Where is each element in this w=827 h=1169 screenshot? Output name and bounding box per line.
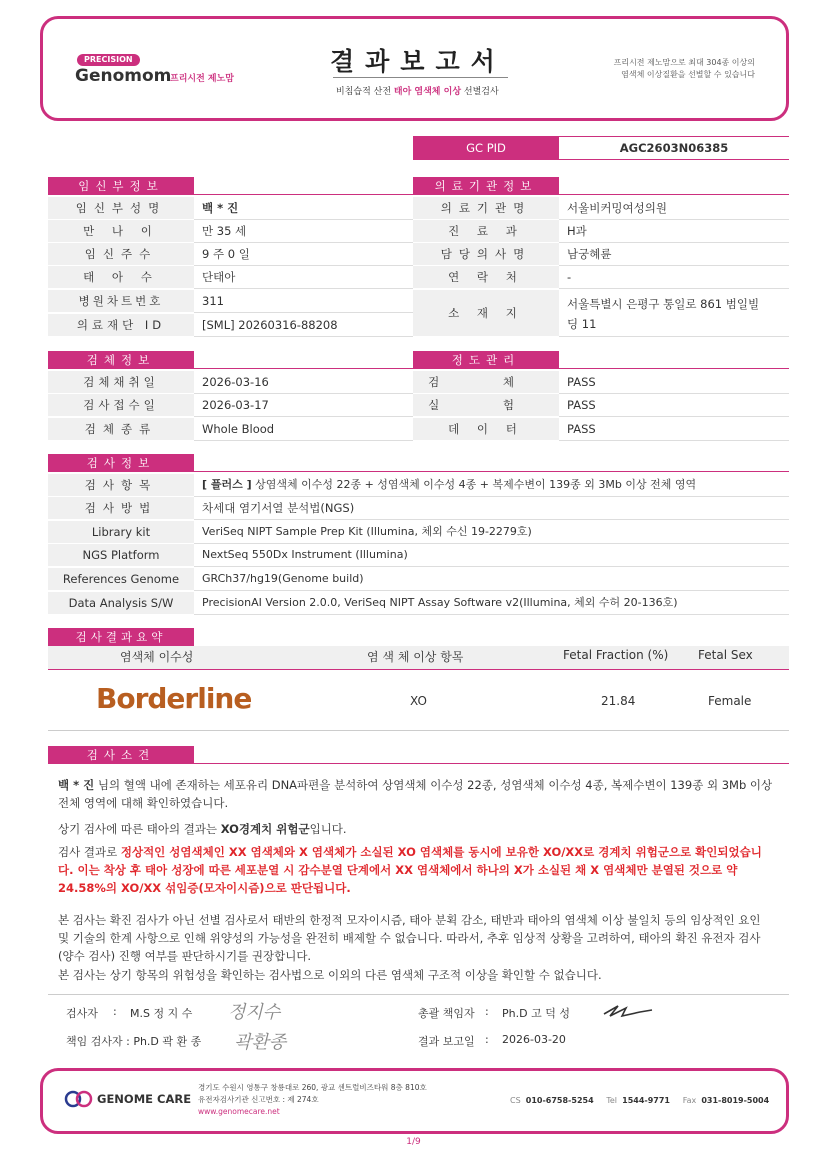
institution-label: 진 료 과 [413, 220, 559, 243]
pregnant-label: 임신부성명 [48, 197, 194, 220]
institution-label: 의료기관명 [413, 197, 559, 220]
fetal-fraction: 21.84 [601, 694, 636, 708]
test-label: 검사방법 [48, 497, 194, 520]
qc-label: 검 체 [413, 371, 559, 394]
pregnant-label: 태 아 수 [48, 266, 194, 289]
collection-date: 2026-03-16 [194, 371, 413, 394]
page-number: 1/9 [406, 1137, 421, 1147]
tester-signature: 정지수 [228, 1002, 281, 1023]
fetus-count: 단태아 [194, 266, 413, 289]
section-line [194, 471, 789, 472]
reference-genome: GRCh37/hg19(Genome build) [194, 568, 789, 591]
pregnant-label: 의료재단 ID [48, 314, 194, 337]
pregnant-label: 임신주수 [48, 243, 194, 266]
colon: : [485, 1005, 489, 1018]
test-label: NGS Platform [48, 544, 194, 567]
section-line [194, 194, 413, 195]
footer-address: 경기도 수원시 영통구 창룡대로 260, 광교 센트럴비즈타워 8층 810호 유전자검사기관 신고번호 : 제 274호 www.genomecare.net [198, 1083, 427, 1116]
section-result-summary: 검사결과요약 [48, 628, 194, 646]
section-line [194, 368, 413, 369]
gcpid-value: AGC2603N06385 [559, 136, 789, 160]
fetal-sex: Female [708, 694, 752, 708]
institution-name: 서울비커밍여성의원 [559, 197, 789, 220]
test-items: [ 플러스 ] 상염색체 이수성 22종 + 성염색체 이수성 4종 + 복제수변이 139종 외 3Mb 이상 전체 영역 [194, 474, 789, 497]
pregnant-name: 백 * 진 [194, 197, 413, 220]
qc-label: 실 험 [413, 394, 559, 417]
pregnant-label: 병원차트번호 [48, 290, 194, 313]
result-borderline: Borderline [96, 682, 252, 715]
pregnant-label: 만 나 이 [48, 220, 194, 243]
col-fetal-fraction: Fetal Fraction (%) [563, 648, 669, 662]
opinion-paragraph-1: 백 * 진 님의 혈액 내에 존재하는 세포유리 DNA파편을 분석하여 상염색체 이수성 22종, 성염색체 이수성 4종, 복제수변이 139종 외 3Mb 이상 전체 영역에 대해 확인하였습니다. [58, 778, 773, 810]
header-tagline: 프리시전 제노맘으로 최대 304종 이상의 염색체 이상질환을 선별할 수 있습니다 [613, 58, 755, 79]
section-institution-info: 의료기관정보 [413, 177, 559, 195]
section-opinion: 검사소견 [48, 746, 194, 764]
tester-name: M.S 정 지 수 [130, 1007, 193, 1020]
ngs-platform: NextSeq 550Dx Instrument (Illumina) [194, 544, 789, 567]
institution-label: 소 재 지 [413, 290, 559, 337]
receipt-date: 2026-03-17 [194, 394, 413, 417]
signoff-divider [48, 994, 789, 995]
genome-care-logo: GENOME CARE [97, 1092, 192, 1106]
gcpid-label: GC PID [413, 136, 559, 160]
col-abnormal-item: 염 색 체 이상 항목 [367, 650, 464, 664]
institution-label: 담당의사명 [413, 243, 559, 266]
section-line [559, 368, 789, 369]
specimen-label: 검체종류 [48, 418, 194, 441]
test-label: 검사항목 [48, 474, 194, 497]
responsible-tester: 책임 검사자 : Ph.D 곽 환 종 [66, 1035, 202, 1048]
section-quality-control: 정도관리 [413, 351, 559, 369]
specimen-label: 검체채취일 [48, 371, 194, 394]
footer-contacts: CS 010-6758-5254 Tel 1544-9771 Fax 031-8019-5004 [510, 1096, 770, 1105]
section-line [194, 763, 789, 764]
opinion-paragraph-5: 본 검사는 상기 항목의 위험성을 확인하는 검사법으로 이외의 다른 염색체 구조적 이상을 확인할 수 없습니다. [58, 968, 602, 982]
col-fetal-sex: Fetal Sex [698, 648, 753, 662]
qc-specimen: PASS [559, 371, 789, 394]
institution-label: 연 락 처 [413, 266, 559, 289]
test-label: Data Analysis S/W [48, 592, 194, 615]
report-date-label: 결과 보고일 [418, 1035, 475, 1048]
specimen-label: 검사접수일 [48, 394, 194, 417]
report-subtitle: 비침습적 산전 태아 염색체 이상 선별검사 [336, 87, 499, 97]
qc-data: PASS [559, 418, 789, 441]
chief-label: 총괄 책임자 [418, 1007, 475, 1020]
genome-care-icon [64, 1090, 94, 1108]
test-label: References Genome [48, 568, 194, 591]
genomom-logo: Genomom [75, 66, 172, 86]
address: 서울특별시 은평구 통일로 861 범일빌 딩 11 [559, 290, 789, 337]
colon: : [485, 1033, 489, 1046]
opinion-paragraph-4: 본 검사는 확진 검사가 아닌 선별 검사로서 태반의 한정적 모자이시즘, 태아 분획 감소, 태반과 태아의 염색체 이상 불일치 등의 임상적인 요인 및 기술의 한계 사항으로 인해 위양성의 가능성을 완전히 배제할 수 없습니다. 따라서, 추후 임상적 상황을 고려하여, 태아의 확진 유전자 검사(양수 검사) 진행 여부를 판단하시기를 권장합니다. [58, 913, 761, 963]
department: H과 [559, 220, 789, 243]
foundation-id: [SML] 20260316-88208 [194, 314, 413, 337]
responsible-signature: 곽환종 [234, 1032, 287, 1053]
library-kit: VeriSeq NIPT Sample Prep Kit (Illumina, 체외 수신 19-2279호) [194, 521, 789, 544]
doctor-name: 남궁혜륜 [559, 243, 789, 266]
section-test-info: 검사정보 [48, 454, 194, 472]
report-date: 2026-03-20 [502, 1033, 566, 1046]
section-specimen-info: 검체정보 [48, 351, 194, 369]
contact: - [559, 266, 789, 289]
specimen-type: Whole Blood [194, 418, 413, 441]
analysis-software: PrecisionAI Version 2.0.0, VeriSeq NIPT Assay Software v2(Illumina, 체외 수허 20-136호) [194, 592, 789, 615]
opinion-paragraph-2: 상기 검사에 따른 태아의 결과는 XO경계치 위험군입니다. [58, 822, 347, 836]
section-pregnant-info: 임신부정보 [48, 177, 194, 195]
gestational-weeks: 9 주 0 일 [194, 243, 413, 266]
qc-experiment: PASS [559, 394, 789, 417]
pregnant-age: 만 35 세 [194, 220, 413, 243]
tester-label: 검사자 [66, 1007, 98, 1020]
report-title: 결과보고서 [330, 47, 506, 76]
precision-badge: PRECISION [77, 54, 140, 66]
genomom-logo-sub: 프리시전 제노맘 [170, 74, 234, 84]
chief-name: Ph.D 고 덕 성 [502, 1007, 570, 1020]
abnormal-item: XO [410, 694, 427, 708]
summary-bottom-line [48, 730, 789, 731]
col-aneuploidy: 염색체 이수성 [120, 650, 194, 664]
colon: : [113, 1005, 117, 1018]
test-label: Library kit [48, 521, 194, 544]
qc-label: 데 이 터 [413, 418, 559, 441]
chief-signature [600, 1000, 655, 1022]
section-line [559, 194, 789, 195]
chart-number: 311 [194, 290, 413, 313]
test-method: 차세대 염기서열 분석법(NGS) [194, 497, 789, 520]
title-divider [333, 77, 508, 78]
opinion-paragraph-3: 검사 결과로 정상적인 성염색체인 XX 염색체와 X 염색체가 소실된 XO 염색체를 동시에 보유한 XO/XX로 경계치 위험군으로 확인되었습니다. 이는 착상 후 태아 성장에 따른 세포분열 시 감수분열 단계에서 XX 염색체에서 하나의 X가 소실된 채 X 염색체만 분열된 것으로 약 24.58%의 XO/XX 섞임증(모자이시즘)으로 판단됩니다. [58, 845, 762, 895]
